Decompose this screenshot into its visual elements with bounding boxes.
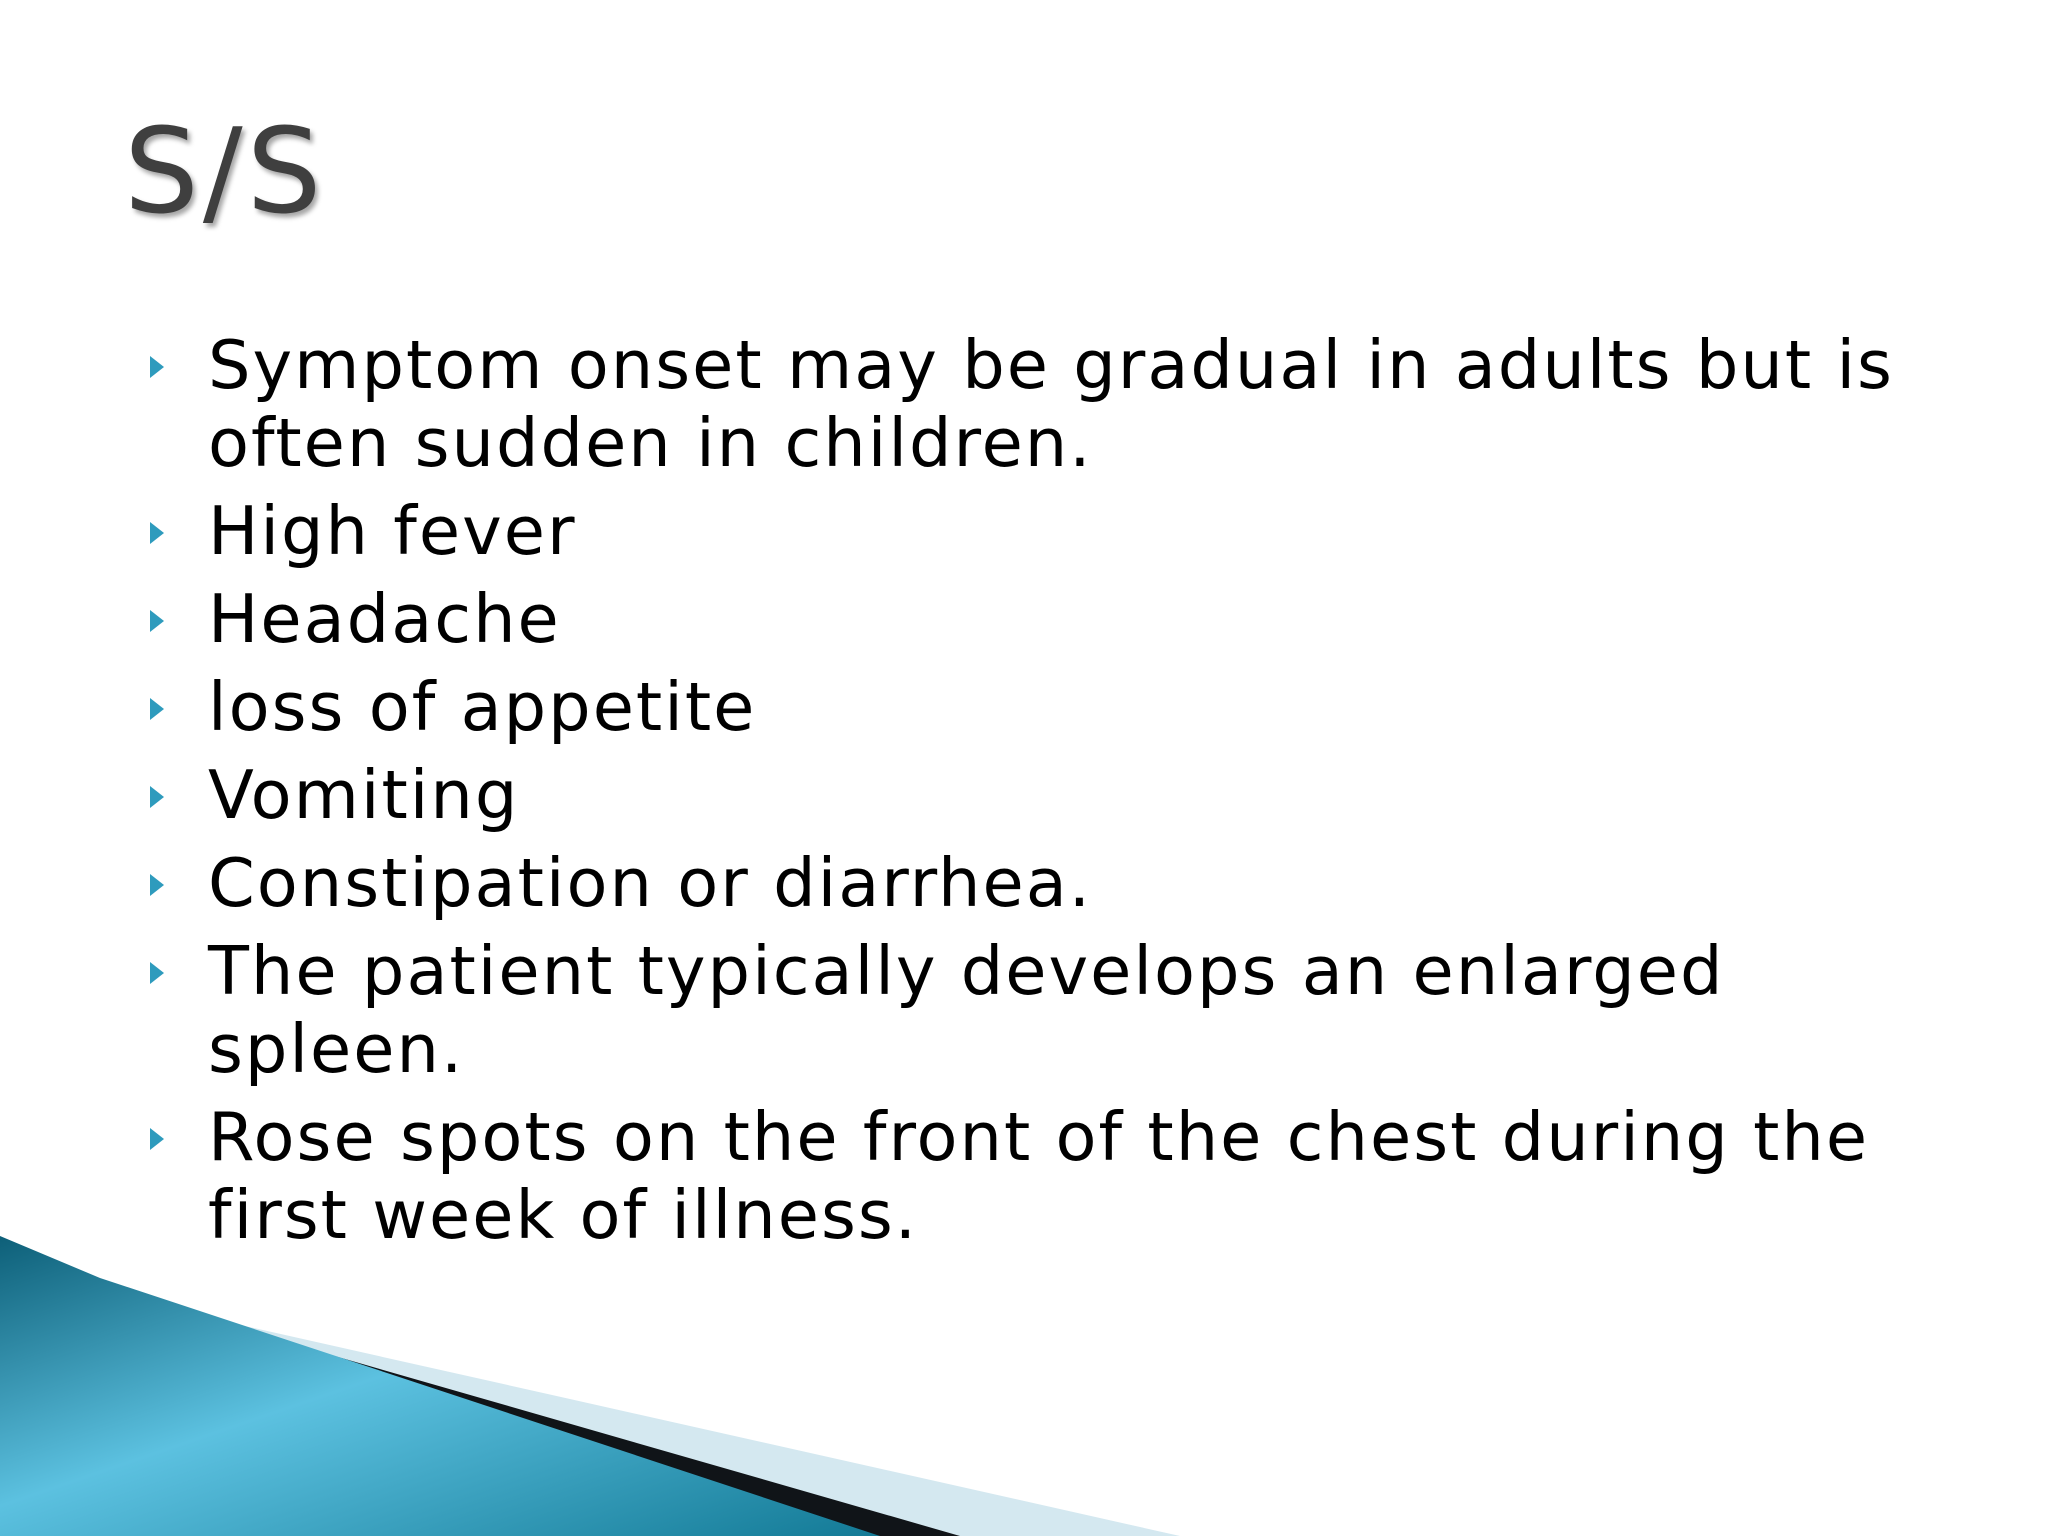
bullet-text: Rose spots on the front of the chest during the first week of illness. bbox=[208, 1098, 1870, 1254]
bullet-text: Vomiting bbox=[208, 756, 520, 834]
bullet-arrow-icon bbox=[150, 356, 164, 378]
list-item bbox=[150, 580, 1910, 658]
bullet-arrow-icon bbox=[150, 874, 164, 896]
list-item bbox=[150, 844, 1910, 922]
list-item bbox=[150, 932, 1910, 1088]
bullet-text: loss of appetite bbox=[208, 668, 757, 746]
list-item bbox=[150, 756, 1910, 834]
slide-title: S/S bbox=[124, 102, 326, 240]
bullet-arrow-icon bbox=[150, 698, 164, 720]
bullet-arrow-icon bbox=[150, 962, 164, 984]
decorative-swoosh bbox=[0, 1236, 2048, 1536]
bullet-arrow-icon bbox=[150, 786, 164, 808]
bullet-arrow-icon bbox=[150, 610, 164, 632]
list-item bbox=[150, 492, 1910, 570]
bullet-text: The patient typically develops an enlarged spleen. bbox=[208, 932, 1725, 1088]
bullet-list bbox=[150, 326, 1910, 1264]
bullet-text: Constipation or diarrhea. bbox=[208, 844, 1093, 922]
bullet-arrow-icon bbox=[150, 1128, 164, 1150]
list-item bbox=[150, 668, 1910, 746]
list-item bbox=[150, 326, 1910, 482]
bullet-text: High fever bbox=[208, 492, 577, 570]
bullet-arrow-icon bbox=[150, 522, 164, 544]
bullet-text: Symptom onset may be gradual in adults but is often sudden in children. bbox=[208, 326, 1894, 482]
bullet-text: Headache bbox=[208, 580, 561, 658]
list-item bbox=[150, 1098, 1910, 1254]
